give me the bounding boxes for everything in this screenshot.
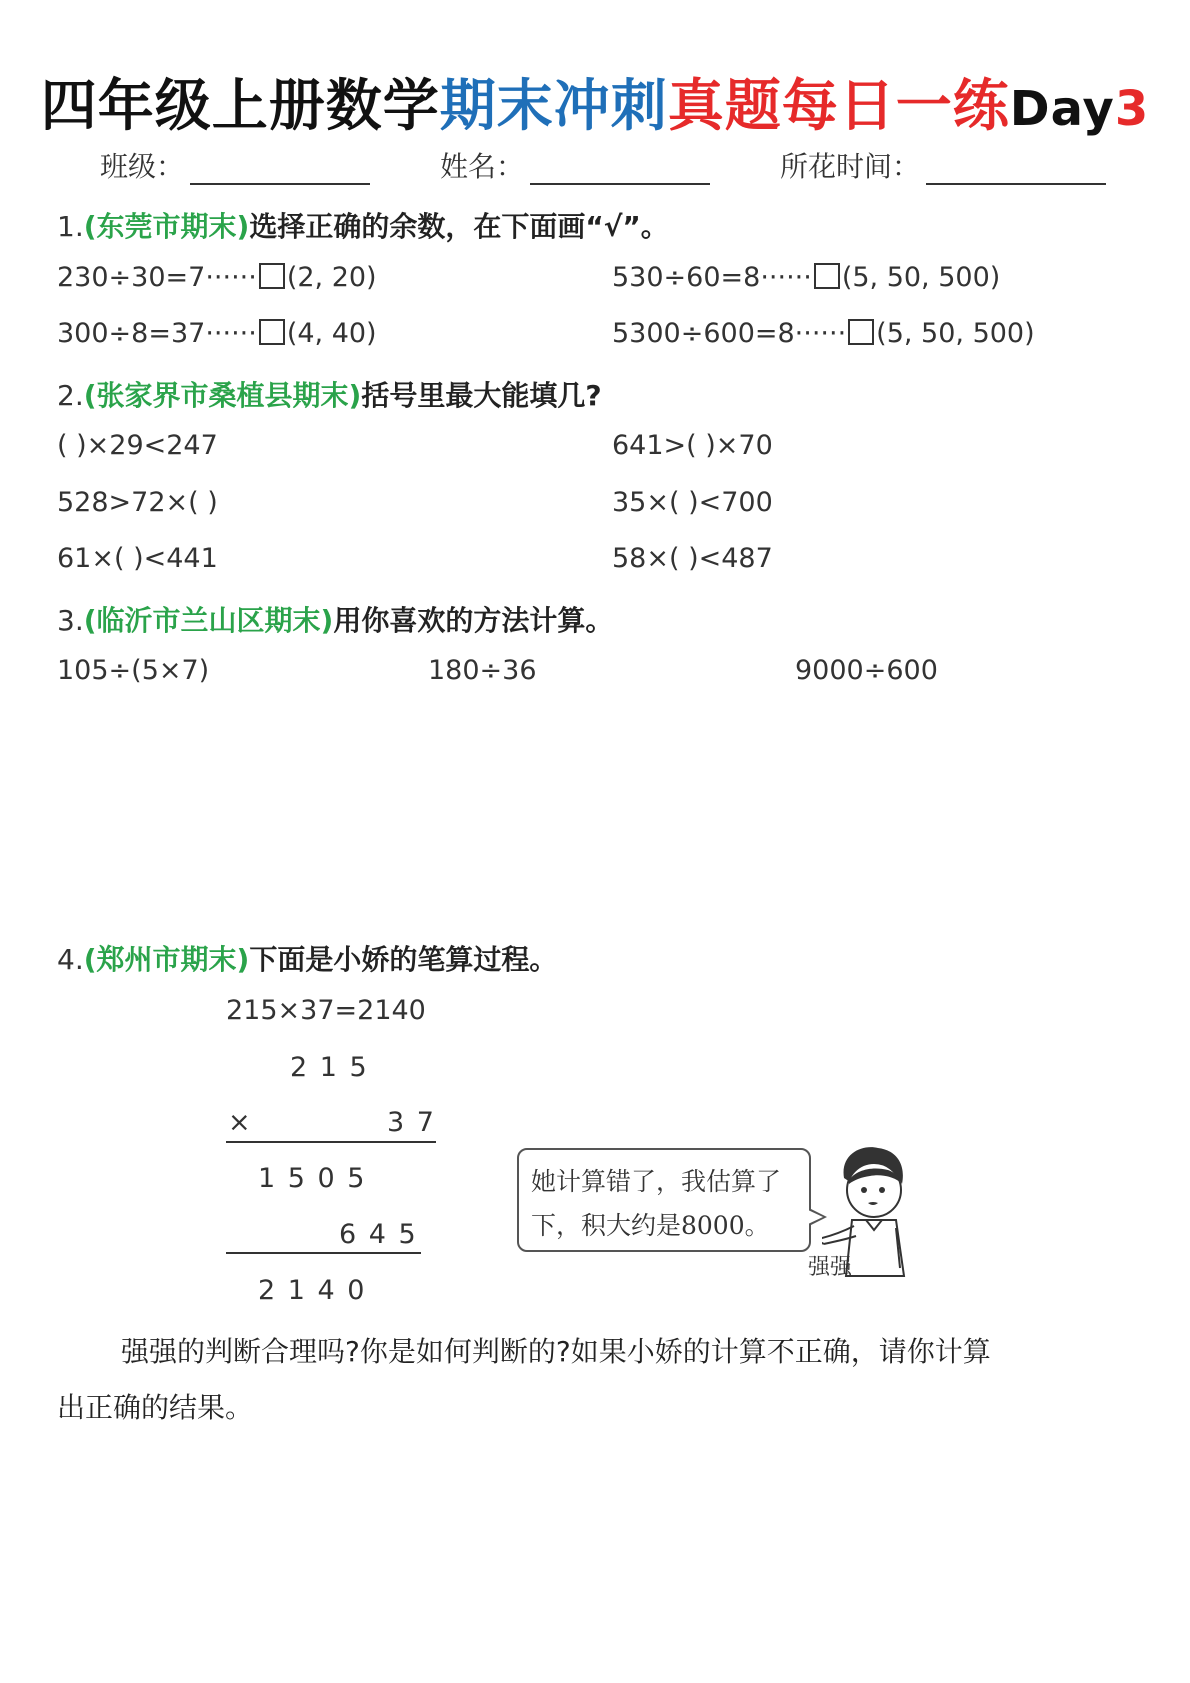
question-2-heading: [57, 374, 602, 414]
q1-item-2-expr: 530÷60=8······: [612, 262, 812, 293]
name-blank[interactable]: [530, 157, 710, 185]
q4-equation: 215×37=2140: [226, 995, 426, 1026]
q1-item-4: [612, 318, 1035, 349]
question-3-number: 3.: [57, 604, 84, 637]
title-part-sprint: 期末冲刺: [439, 74, 668, 139]
question-3-text: 用你喜欢的方法计算。: [333, 604, 614, 637]
q1-item-4-checkbox[interactable]: [848, 319, 874, 345]
q1-item-3-checkbox[interactable]: [259, 319, 285, 345]
speaker-name: 强强: [808, 1255, 853, 1280]
q1-item-2-checkbox[interactable]: [814, 263, 840, 289]
q1-item-1: [57, 262, 377, 293]
question-1-number: 1.: [57, 210, 84, 243]
q2-item-3: 528>72×( ): [57, 487, 218, 518]
q1-item-3-expr: 300÷8=37······: [57, 318, 257, 349]
q1-item-3-options: (4, 40): [286, 318, 377, 349]
q1-item-3: [57, 318, 377, 349]
page-title: [0, 62, 1190, 142]
q4-question-line-2: 出正确的结果。: [57, 1391, 254, 1424]
q2-item-2: 641>( )×70: [612, 430, 773, 461]
q4-question-line-1: 强强的判断合理吗?你是如何判断的?如果小娇的计算不正确，请你计算: [121, 1335, 991, 1368]
question-4-heading: [57, 938, 557, 978]
q1-item-1-expr: 230÷30=7······: [57, 262, 257, 293]
q2-item-6: 58×( )<487: [612, 543, 773, 574]
q1-item-2-options: (5, 50, 500): [841, 262, 1001, 293]
question-2-number: 2.: [57, 379, 84, 412]
title-part-grade: 四年级上册数学: [40, 74, 440, 139]
class-field: [100, 145, 370, 185]
class-blank[interactable]: [190, 157, 370, 185]
question-1-heading: [57, 205, 669, 245]
calc-multiplicand: 2 1 5: [290, 1052, 369, 1083]
question-3-heading: [57, 599, 613, 639]
q3-item-1: 105÷(5×7): [57, 655, 210, 686]
speech-bubble-tail-fill: [808, 1210, 823, 1224]
speech-line-2: 下，积大约是8000。: [531, 1211, 770, 1240]
q2-item-1: ( )×29<247: [57, 430, 218, 461]
calc-divider-2: [226, 1252, 421, 1254]
q1-item-4-options: (5, 50, 500): [876, 318, 1035, 349]
q1-item-2: [612, 262, 1000, 293]
name-field: [440, 145, 710, 185]
time-field: [780, 145, 1106, 185]
question-4-number: 4.: [57, 943, 84, 976]
q3-item-2: 180÷36: [428, 655, 537, 686]
question-4-source: (郑州市期末): [83, 943, 250, 976]
title-part-day-number: 3: [1114, 81, 1150, 137]
question-1-source: (东莞市期末): [83, 210, 250, 243]
calc-divider-1: [226, 1141, 436, 1143]
time-label: 所花时间：: [780, 150, 921, 183]
q1-item-1-checkbox[interactable]: [259, 263, 285, 289]
title-part-day: Day: [1009, 81, 1115, 137]
class-label: 班级：: [100, 150, 185, 183]
calc-multiplier: 3 7: [387, 1107, 436, 1138]
q1-item-4-expr: 5300÷600=8······: [612, 318, 847, 349]
question-2-source: (张家界市桑植县期末): [83, 379, 362, 412]
calc-times-sign: ×: [228, 1107, 251, 1138]
question-1-text: 选择正确的余数，在下面画“√”。: [249, 210, 669, 243]
calc-partial-2: 6 4 5: [339, 1219, 418, 1250]
question-4-text: 下面是小娇的笔算过程。: [249, 943, 558, 976]
speech-bubble: [517, 1148, 811, 1252]
question-2-text: 括号里最大能填几?: [361, 379, 602, 412]
q2-item-5: 61×( )<441: [57, 543, 218, 574]
q3-item-3: 9000÷600: [795, 655, 938, 686]
time-blank[interactable]: [926, 157, 1106, 185]
q2-item-4: 35×( )<700: [612, 487, 773, 518]
calc-partial-1: 1 5 0 5: [258, 1163, 367, 1194]
speech-line-1: 她计算错了，我估算了: [531, 1167, 782, 1196]
title-part-daily: 真题每日一练: [667, 74, 1010, 139]
q1-item-1-options: (2, 20): [286, 262, 377, 293]
name-label: 姓名：: [440, 150, 525, 183]
calc-result: 2 1 4 0: [258, 1275, 367, 1306]
question-3-source: (临沂市兰山区期末): [83, 604, 334, 637]
